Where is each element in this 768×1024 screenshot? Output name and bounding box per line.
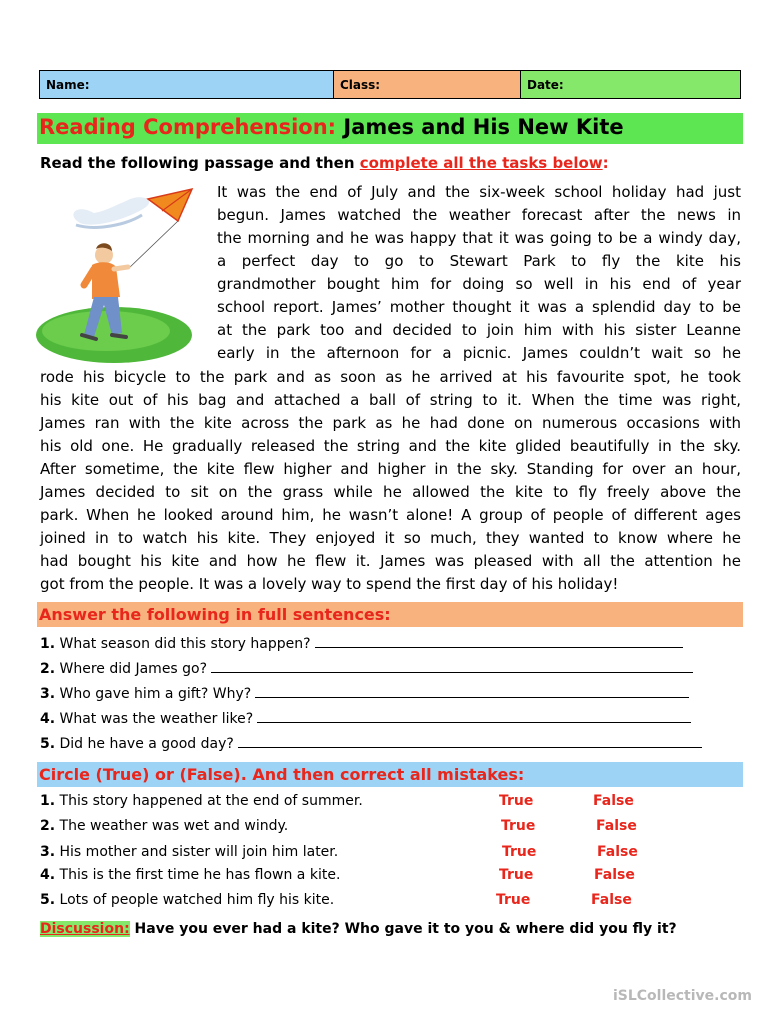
date-label: Date: — [527, 78, 564, 92]
discussion-label: Discussion: — [40, 921, 130, 937]
question-text: Did he have a good day? — [59, 736, 234, 752]
false-option[interactable]: False — [596, 818, 637, 834]
true-option[interactable]: True — [502, 844, 537, 860]
false-option[interactable]: False — [593, 793, 634, 809]
question-number: 4. — [40, 711, 56, 727]
statement-text: His mother and sister will join him later. — [59, 844, 339, 860]
date-field[interactable] — [521, 71, 740, 98]
question-item — [40, 635, 683, 652]
question-text: Where did James go? — [59, 661, 208, 677]
answer-line[interactable] — [257, 710, 691, 723]
passage-line: begun. James watched the weather forecast after the news in — [217, 206, 741, 224]
instruction-lead: Read the following passage and then — [40, 154, 355, 172]
passage-line: park. When he looked around him, he wasn’t alone! A group of people of different ages — [40, 506, 741, 524]
title-prefix: Reading Comprehension: — [39, 115, 337, 139]
question-number: 2. — [40, 661, 56, 677]
statement-text: This is the first time he has flown a kite. — [59, 867, 341, 883]
statement-item — [40, 844, 338, 860]
statement-text: Lots of people watched him fly his kite. — [59, 892, 335, 908]
false-option[interactable]: False — [591, 892, 632, 908]
statement-item — [40, 867, 340, 883]
name-label: Name: — [46, 78, 90, 92]
passage-line: rode his bicycle to the park and as soon as he arrived at his favourite spot, he took — [40, 368, 741, 386]
section-heading-true-false: Circle (True) or (False). And then correct all mistakes: — [37, 762, 743, 787]
true-option[interactable]: True — [496, 892, 531, 908]
instruction-emphasis: complete all the tasks below — [359, 154, 603, 172]
false-option[interactable]: False — [597, 844, 638, 860]
question-text: Who gave him a gift? Why? — [59, 686, 252, 702]
question-item — [40, 685, 689, 702]
statement-number: 3. — [40, 844, 56, 860]
passage-line: his old one. He gradually released the string and the kite glided beautifully in the sky. — [40, 437, 741, 455]
worksheet-title — [37, 113, 743, 144]
statement-number: 5. — [40, 892, 56, 908]
statement-text: The weather was wet and windy. — [59, 818, 289, 834]
question-number: 5. — [40, 736, 56, 752]
false-option[interactable]: False — [594, 867, 635, 883]
passage-line: had bought his kite and how he flew it. James was pleased with all the attention he — [40, 552, 741, 570]
passage-line: James decided to sit on the grass while he allowed the kite to fly freely above the — [40, 483, 741, 501]
passage-line: school report. James’ mother thought it was a splendid day to be — [217, 298, 741, 316]
question-number: 3. — [40, 686, 56, 702]
instruction-colon: : — [602, 154, 609, 172]
statement-number: 2. — [40, 818, 56, 834]
discussion — [40, 921, 677, 937]
statement-number: 4. — [40, 867, 56, 883]
title-main: James and His New Kite — [343, 115, 624, 139]
statement-number: 1. — [40, 793, 56, 809]
name-field[interactable] — [40, 71, 334, 98]
question-number: 1. — [40, 636, 56, 652]
question-text: What was the weather like? — [59, 711, 254, 727]
passage-line: at the park too and decided to join him with his sister Leanne — [217, 321, 741, 339]
statement-item — [40, 818, 288, 834]
true-option[interactable]: True — [501, 818, 536, 834]
passage-line: early in the afternoon for a picnic. James couldn’t wait so he — [217, 344, 741, 362]
passage-line: joined in to watch his kite. They enjoyed it so much, they wanted to know where he — [40, 529, 741, 547]
answer-line[interactable] — [238, 735, 702, 748]
question-item — [40, 710, 691, 727]
question-text: What season did this story happen? — [59, 636, 311, 652]
passage-line: It was the end of July and the six-week school holiday had just — [217, 183, 741, 201]
boy-flying-kite-illustration — [36, 185, 214, 365]
student-info-table — [39, 70, 741, 99]
passage-line: grandmother bought him for doing so well in his end of year — [217, 275, 741, 293]
statement-item — [40, 892, 334, 908]
instructions — [40, 154, 609, 172]
passage-line: a perfect day to go to Stewart Park to fly the kite his — [217, 252, 741, 270]
answer-line[interactable] — [255, 685, 689, 698]
passage-line: After sometime, the kite flew higher and higher in the sky. Standing for over an hour, — [40, 460, 741, 478]
true-option[interactable]: True — [499, 793, 534, 809]
statement-item — [40, 793, 363, 809]
answer-line[interactable] — [315, 635, 683, 648]
watermark: iSLCollective.com — [612, 988, 752, 1004]
passage-line: James ran with the kite across the park as he had done on numerous occasions with — [40, 414, 741, 432]
true-option[interactable]: True — [499, 867, 534, 883]
class-label: Class: — [340, 78, 381, 92]
question-item — [40, 735, 702, 752]
statement-text: This story happened at the end of summer. — [59, 793, 363, 809]
class-field[interactable] — [334, 71, 521, 98]
passage-line: the morning and he was happy that it was going to be a windy day, — [217, 229, 741, 247]
discussion-question: Have you ever had a kite? Who gave it to you & where did you fly it? — [134, 921, 677, 937]
section-heading-answers: Answer the following in full sentences: — [37, 602, 743, 627]
passage-line: got from the people. It was a lovely way to spend the first day of his holiday! — [40, 575, 619, 593]
passage-line: his kite out of his bag and attached a ball of string to it. When the time was right, — [40, 391, 741, 409]
question-item — [40, 660, 693, 677]
answer-line[interactable] — [211, 660, 693, 673]
